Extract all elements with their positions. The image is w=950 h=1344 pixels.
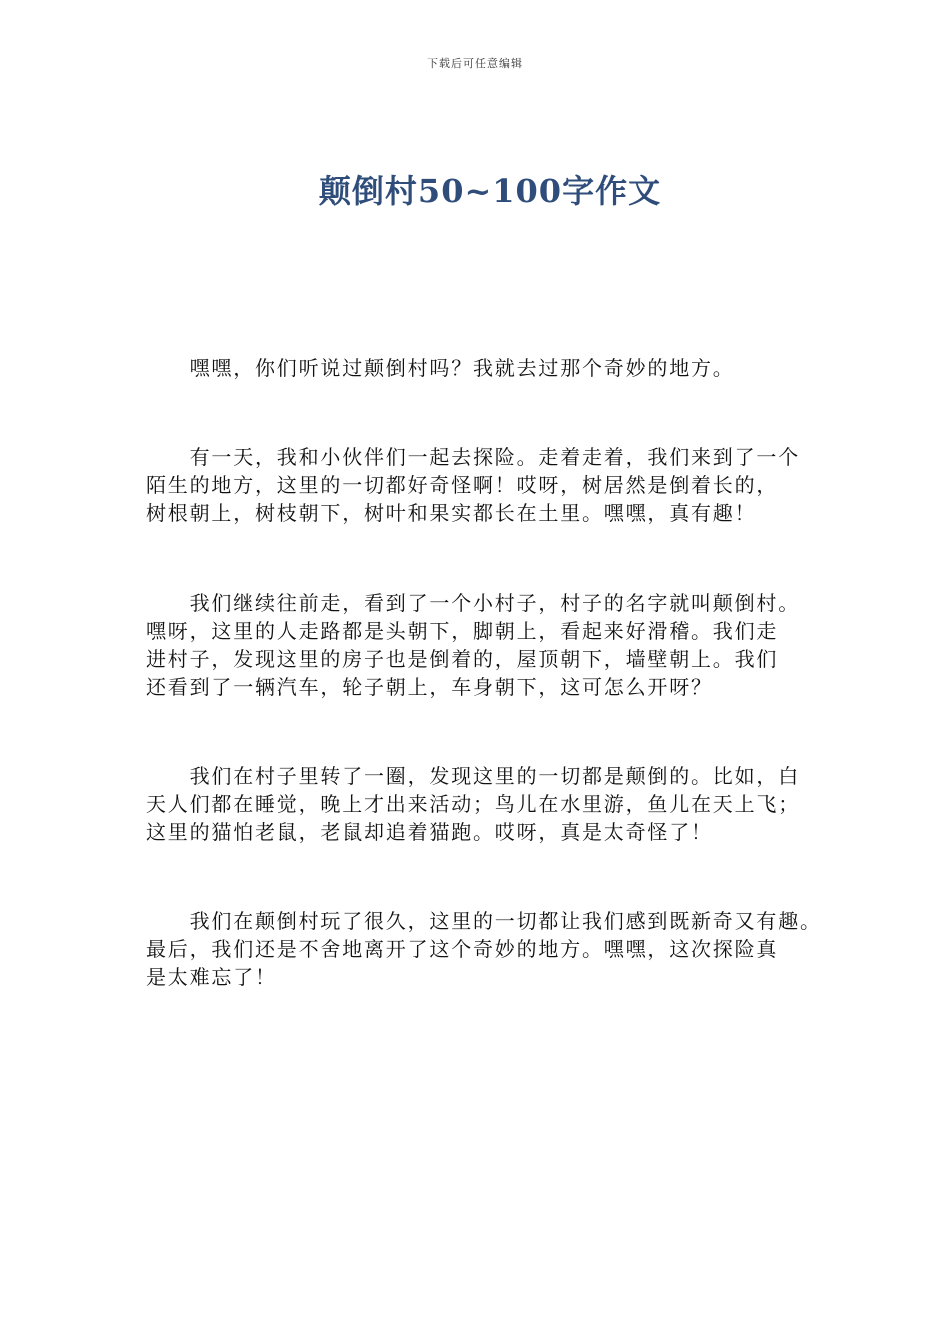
document-title: 颠倒村50~100字作文: [318, 172, 662, 210]
paragraph-5: 我们在颠倒村玩了很久，这里的一切都让我们感到既新奇又有趣。 最后，我们还是不舍地离开了这个奇妙的地方。嘿嘿，这次探险真 是太难忘了！: [146, 909, 822, 989]
paragraph-3: 我们继续往前走，看到了一个小村子，村子的名字就叫颠倒村。 嘿呀，这里的人走路都是头朝下，脚朝上，看起来好滑稽。我们走 进村子，发现这里的房子也是倒着的，屋顶朝下，墙壁朝上。我们 还看到了一辆汽车，轮子朝上，车身朝下，这可怎么开呀？: [146, 591, 800, 699]
page-header-note: 下载后可任意编辑: [427, 57, 523, 70]
paragraph-2: 有一天，我和小伙伴们一起去探险。走着走着，我们来到了一个 陌生的地方，这里的一切都好奇怪啊！哎呀，树居然是倒着长的， 树根朝上，树枝朝下，树叶和果实都长在土里。嘿嘿，真有趣！: [146, 445, 800, 525]
paragraph-4: 我们在村子里转了一圈，发现这里的一切都是颠倒的。比如，白 天人们都在睡觉，晚上才出来活动；鸟儿在水里游，鱼儿在天上飞； 这里的猫怕老鼠，老鼠却追着猫跑。哎呀，真是太奇怪了！: [146, 764, 800, 844]
paragraph-1: 嘿嘿，你们听说过颠倒村吗？我就去过那个奇妙的地方。: [146, 356, 735, 380]
